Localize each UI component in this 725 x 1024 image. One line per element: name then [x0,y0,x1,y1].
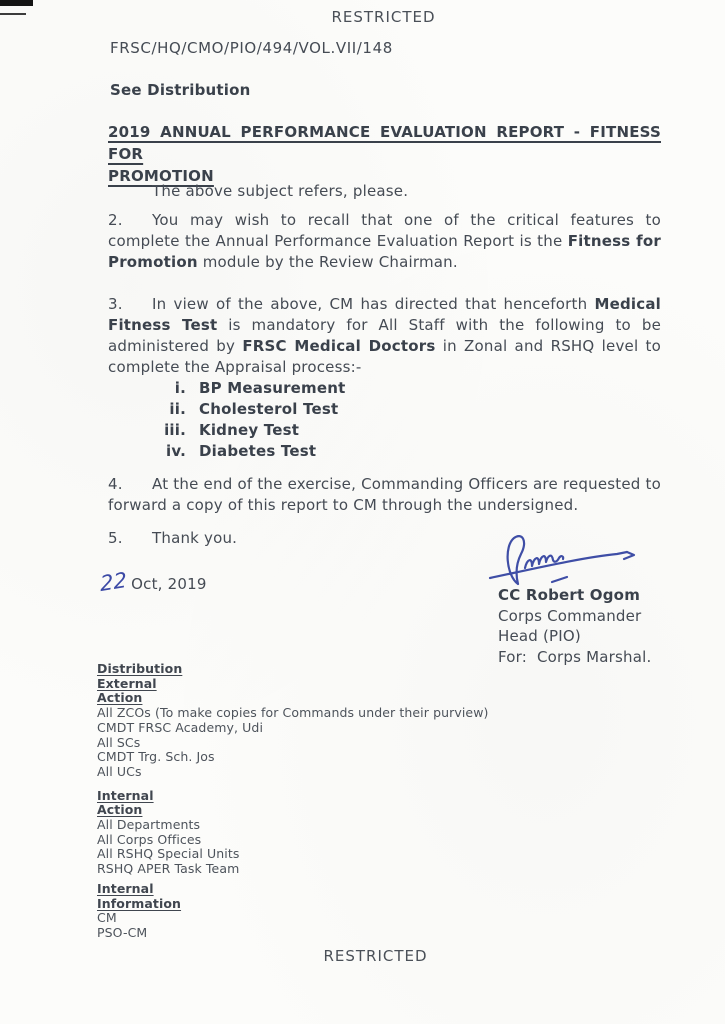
date-line [99,567,207,597]
list-label: Cholesterol Test [199,400,339,418]
distribution-block [97,662,489,941]
distribution-item: RSHQ APER Task Team [97,861,240,877]
distribution-scope: Internal [97,880,154,896]
distribution-section-external-action [97,677,489,780]
document-title [108,121,661,187]
list-label: Kidney Test [199,421,300,439]
paragraph-4-number: 4. [108,475,123,493]
paragraph-1: The above subject refers, please. [152,182,409,200]
list-marker: ii. [169,400,186,418]
paragraph-3-bold-1: Medical Fitness Test [108,295,661,334]
addressee-line: See Distribution [110,81,251,99]
paragraph-3-number: 3. [108,295,123,313]
paragraph-2-number: 2. [108,211,123,229]
classification-header: RESTRICTED [331,8,436,26]
paragraph-3-text: In view of the above, CM has directed that henceforth [152,295,595,313]
list-item-bp [148,378,346,399]
paragraph-2 [108,210,661,273]
signed-for-line: For: Corps Marshal. [498,647,652,666]
distribution-heading: Distribution [97,661,183,676]
distribution-scope: Internal [97,787,154,803]
document-title-line1: 2019 ANNUAL PERFORMANCE EVALUATION REPORT - FITNESS FOR [108,123,661,163]
distribution-type: Information [97,895,182,911]
distribution-item: All UCs [97,763,142,779]
distribution-item: CMDT FRSC Academy, Udi [97,719,264,735]
reference-number: FRSC/HQ/CMO/PIO/494/VOL.VII/148 [110,39,393,57]
signatory-name: CC Robert Ogom [498,586,641,604]
list-label: BP Measurement [199,379,346,397]
scan-artifact-bar [0,0,33,6]
medical-tests-list [148,378,346,462]
distribution-section-internal-action [97,789,489,877]
distribution-item: CM [97,910,117,926]
paragraph-4-text: At the end of the exercise, Commanding Officers are requested to forward a copy of this report to CM through the undersigned. [108,475,661,514]
paragraph-3-bold-2: FRSC Medical Doctors [242,337,436,355]
distribution-item: All ZCOs (To make copies for Commands under their purview) [97,705,489,721]
date-text: Oct, 2019 [131,575,207,593]
list-item-kidney [148,420,346,441]
list-marker: i. [174,379,186,397]
list-marker: iv. [166,442,186,460]
distribution-type: Action [97,802,143,818]
distribution-item: PSO-CM [97,924,148,940]
distribution-item: CMDT Trg. Sch. Jos [97,749,215,765]
paragraph-5-text: Thank you. [152,529,238,547]
handwritten-day: 22 [99,567,128,597]
footer-classification-row [13,947,725,965]
distribution-type: Action [97,690,143,706]
paragraph-3-text-end: in Zonal and RSHQ level to complete the Appraisal process:- [108,337,661,376]
list-item-cholesterol [148,399,346,420]
distribution-item: All RSHQ Special Units [97,846,240,862]
paragraph-5-number: 5. [108,529,123,547]
distribution-item: All Departments [97,817,201,833]
header-classification-row [21,8,725,26]
signatory-rank: Corps Commander [498,606,642,625]
signoff-block [498,585,651,667]
list-marker: iii. [164,421,186,439]
distribution-section-internal-information [97,882,489,941]
signature-scribble [488,531,640,589]
classification-footer: RESTRICTED [323,947,428,965]
list-item-diabetes [148,441,346,462]
distribution-scope: External [97,675,157,691]
paragraph-2-text: You may wish to recall that one of the critical features to complete the Annual Performance Evaluation Report is the [108,211,661,250]
distribution-item: All Corps Offices [97,831,202,847]
list-label: Diabetes Test [199,442,317,460]
paragraph-3-text-mid: is mandatory for All Staff with the following to be administered by [108,316,661,355]
paragraph-2-bold: Fitness for Promotion [108,232,662,271]
signatory-position: Head (PIO) [498,627,581,646]
document-title-line2: PROMOTION [108,167,214,185]
paragraph-4 [108,474,661,516]
distribution-item: All SCs [97,734,141,750]
paragraph-2-text-end: module by the Review Chairman. [197,253,458,271]
paragraph-3 [108,294,661,378]
